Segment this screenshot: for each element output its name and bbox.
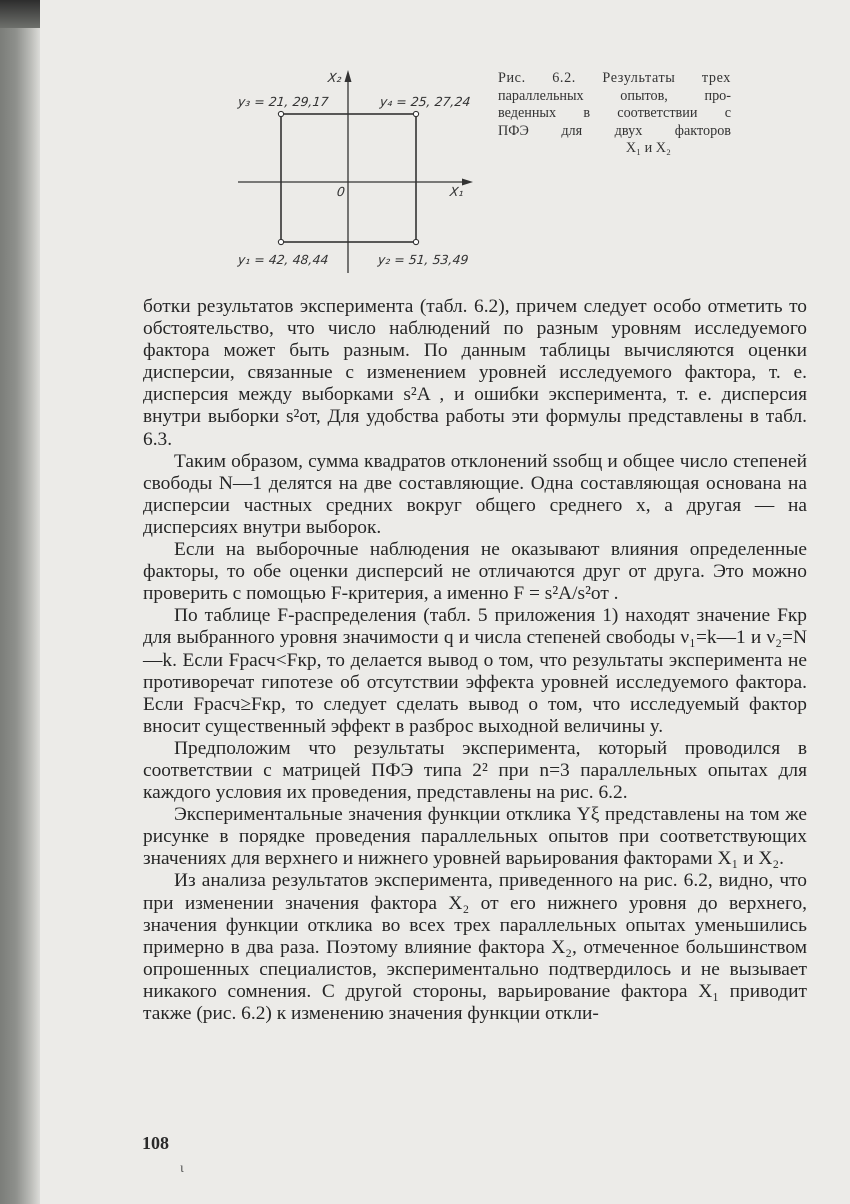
axis-label-x1: X₁	[449, 184, 465, 199]
page-binding-shadow	[0, 0, 40, 1204]
body-text	[143, 296, 807, 1025]
point-y4	[413, 111, 418, 116]
caption-line: параллельных опытов, про-	[498, 87, 731, 104]
stray-mark: ι	[180, 1161, 184, 1176]
y1-values: y₁ = 42, 48,44	[237, 252, 330, 267]
paragraph: Предположим что результаты эксперимента, который проводился в соответствии с матрицей ПФЭ типа 2² при n=3 параллельных опытах для каждого условия их проведения, представлены на рис. 6.2.	[143, 737, 807, 804]
figure-caption	[498, 70, 731, 158]
figure-6-2	[230, 68, 480, 283]
paragraph: Если на выборочные наблюдения не оказывают влияния определенные факторы, то обе оценки дисперсий не отличаются друг от друга. Это можно проверить с помощью F-критерия, а именно F = s²A/s²от .	[143, 539, 807, 605]
paragraph: По таблице F-распределения (табл. 5 приложения 1) находят значение Fкр для выбранного уровня значимости q и числа степеней свободы ν₁=k—1 и ν₂=N—k. Если Fрасч<Fкр, то делается вывод о том, что результаты эксперимента не противоречат гипотезе об отсутствии эффекта уровней исследуемого фактора. Если Fрасч≥Fкр, то следует сделать вывод о том, что исследуемый фактор вносит существенный эффект в разброс выходной величины y.	[143, 605, 807, 737]
y2-values: y₂ = 51, 53,49	[377, 252, 470, 267]
paragraph: Из анализа результатов эксперимента, приведенного на рис. 6.2, видно, что при изменении значения фактора X₂ от его нижнего уровня до верхнего, значения функции отклика во всех трех параллельных опытах уменьшились примерно в два раза. Поэтому влияние фактора X₂, отмеченное большинством опрошенных специалистов, экспериментально подтвердилось и не вызывает никакого сомнения. С другой стороны, варьирование фактора X₁ приводит также (рис. 6.2) к изменению значения функции откли-	[143, 870, 807, 1024]
caption-line: X₁ и X₂	[625, 140, 671, 157]
page-number: 108	[142, 1133, 169, 1153]
caption-line: веденных в соответствии с	[498, 105, 731, 122]
y3-values: y₃ = 21, 29,17	[237, 94, 330, 109]
paragraph: Таким образом, сумма квадратов отклонений ssобщ и общее число степеней свободы N—1 делятся на две составляющие. Одна составляющая основана на дисперсии частных средних вокруг общего среднего x, а другая — на дисперсиях внутри выборок.	[143, 450, 807, 538]
point-y3	[278, 111, 283, 116]
paragraph: Экспериментальные значения функции отклика Yξ представлены на том же рисунке в порядке проведения параллельных опытов при соответствующих значениях для верхнего и нижнего уровней варьирования факторами X₁ и X₂.	[143, 804, 807, 870]
paragraph: ботки результатов эксперимента (табл. 6.2), причем следует особо отметить то обстоятельство, что число наблюдений по разным уровням исследуемого фактора может быть разным. По данным таблицы вычисляются оценки дисперсии, связанные с изменением уровней исследуемого фактора, т. е. дисперсия между выборками s²A , и ошибки эксперимента, т. е. дисперсия внутри выборки s²от, Для удобства работы эти формулы представлены в табл. 6.3.	[143, 296, 807, 450]
x2-axis-arrow	[345, 70, 352, 82]
y4-values: y₄ = 25, 27,24	[379, 94, 472, 109]
axis-label-x2: X₂	[327, 70, 343, 85]
binding-top-shadow	[0, 0, 40, 28]
origin-label: 0	[336, 184, 346, 199]
point-y1	[278, 239, 283, 244]
caption-line: Рис. 6.2. Результаты трех	[498, 70, 731, 86]
caption-line: ПФЭ для двух факторов	[498, 122, 731, 139]
point-y2	[413, 239, 418, 244]
